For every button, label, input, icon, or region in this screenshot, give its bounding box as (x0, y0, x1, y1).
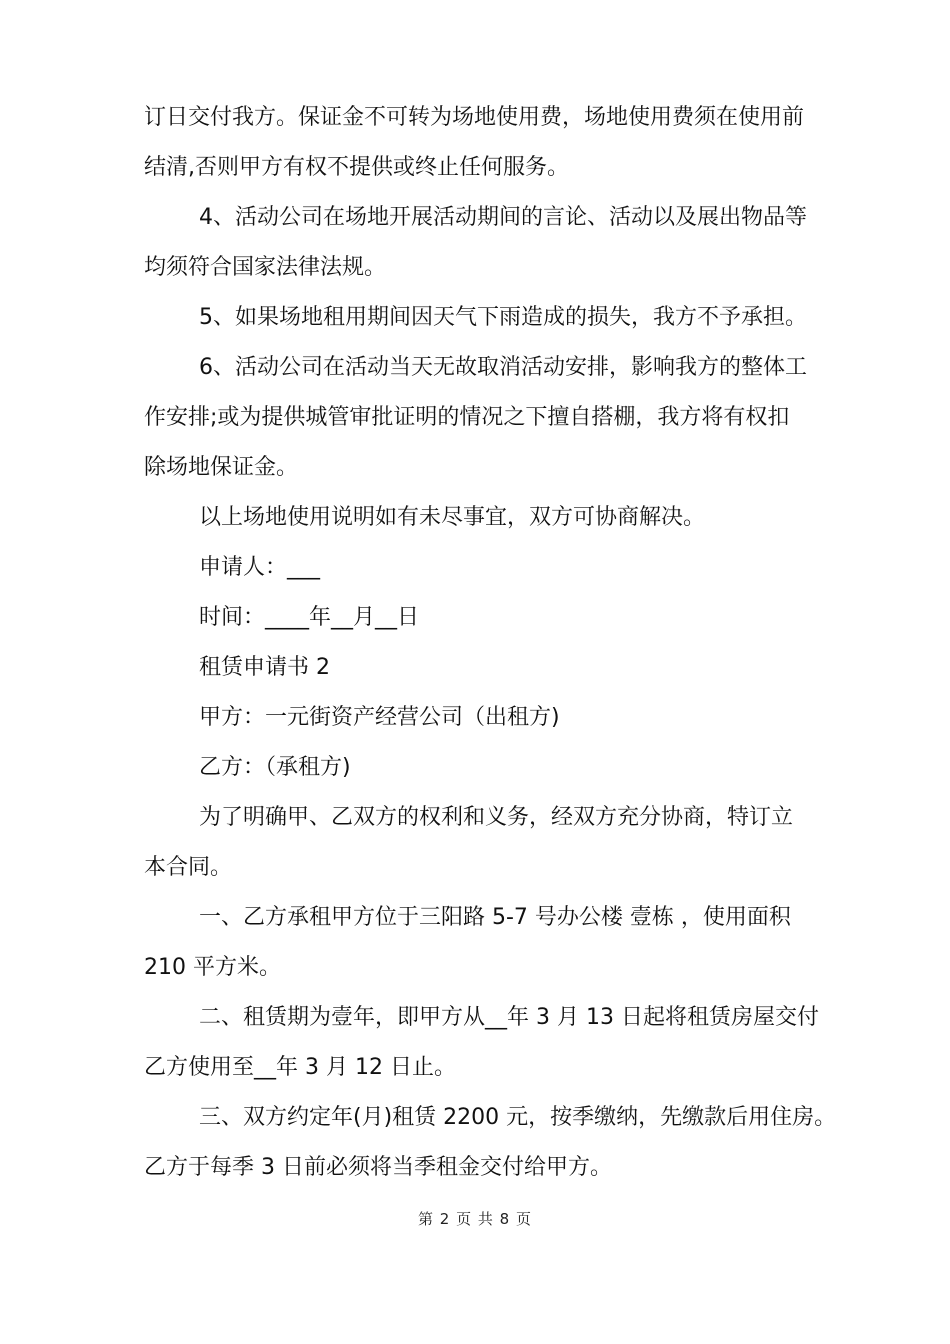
paragraph-line: 结清,否则甲方有权不提供或终止任何服务。 (144, 155, 569, 180)
paragraph-line: 6、活动公司在活动当天无故取消活动安排，影响我方的整体工 (199, 355, 807, 380)
paragraph-line: 三、双方约定年(月)租赁 2200 元，按季缴纳，先缴款后用住房。 (199, 1105, 837, 1130)
paragraph-line: 乙方使用至__年 3 月 12 日止。 (144, 1055, 456, 1080)
paragraph-line: 订日交付我方。保证金不可转为场地使用费，场地使用费须在使用前 (144, 105, 805, 130)
paragraph-line: 二、租赁期为壹年，即甲方从__年 3 月 13 日起将租赁房屋交付 (199, 1005, 819, 1030)
date-line: 时间：____年__月__日 (199, 605, 420, 630)
paragraph-line: 为了明确甲、乙双方的权利和义务，经双方充分协商，特订立 (199, 805, 794, 830)
page-number: 第 2 页 共 8 页 (418, 1210, 532, 1228)
paragraph-line: 以上场地使用说明如有未尽事宜，双方可协商解决。 (199, 505, 706, 530)
paragraph-line: 除场地保证金。 (144, 455, 299, 480)
section-title: 租赁申请书 2 (199, 655, 330, 680)
party-a-line: 甲方：一元街资产经营公司（出租方) (199, 705, 560, 730)
paragraph-line: 本合同。 (144, 855, 233, 880)
paragraph-line: 均须符合国家法律法规。 (144, 255, 387, 280)
paragraph-line: 一、乙方承租甲方位于三阳路 5-7 号办公楼 壹栋 ，使用面积 (199, 905, 791, 930)
paragraph-line: 210 平方米。 (144, 955, 281, 980)
paragraph-line: 乙方于每季 3 日前必须将当季租金交付给甲方。 (144, 1155, 612, 1180)
party-b-line: 乙方：（承租方) (199, 755, 351, 780)
paragraph-line: 作安排;或为提供城管审批证明的情况之下擅自搭棚，我方将有权扣 (144, 405, 790, 430)
paragraph-line: 4、活动公司在场地开展活动期间的言论、活动以及展出物品等 (199, 205, 807, 230)
paragraph-line: 5、如果场地租用期间因天气下雨造成的损失，我方不予承担。 (199, 305, 807, 330)
applicant-line: 申请人：___ (199, 555, 321, 580)
